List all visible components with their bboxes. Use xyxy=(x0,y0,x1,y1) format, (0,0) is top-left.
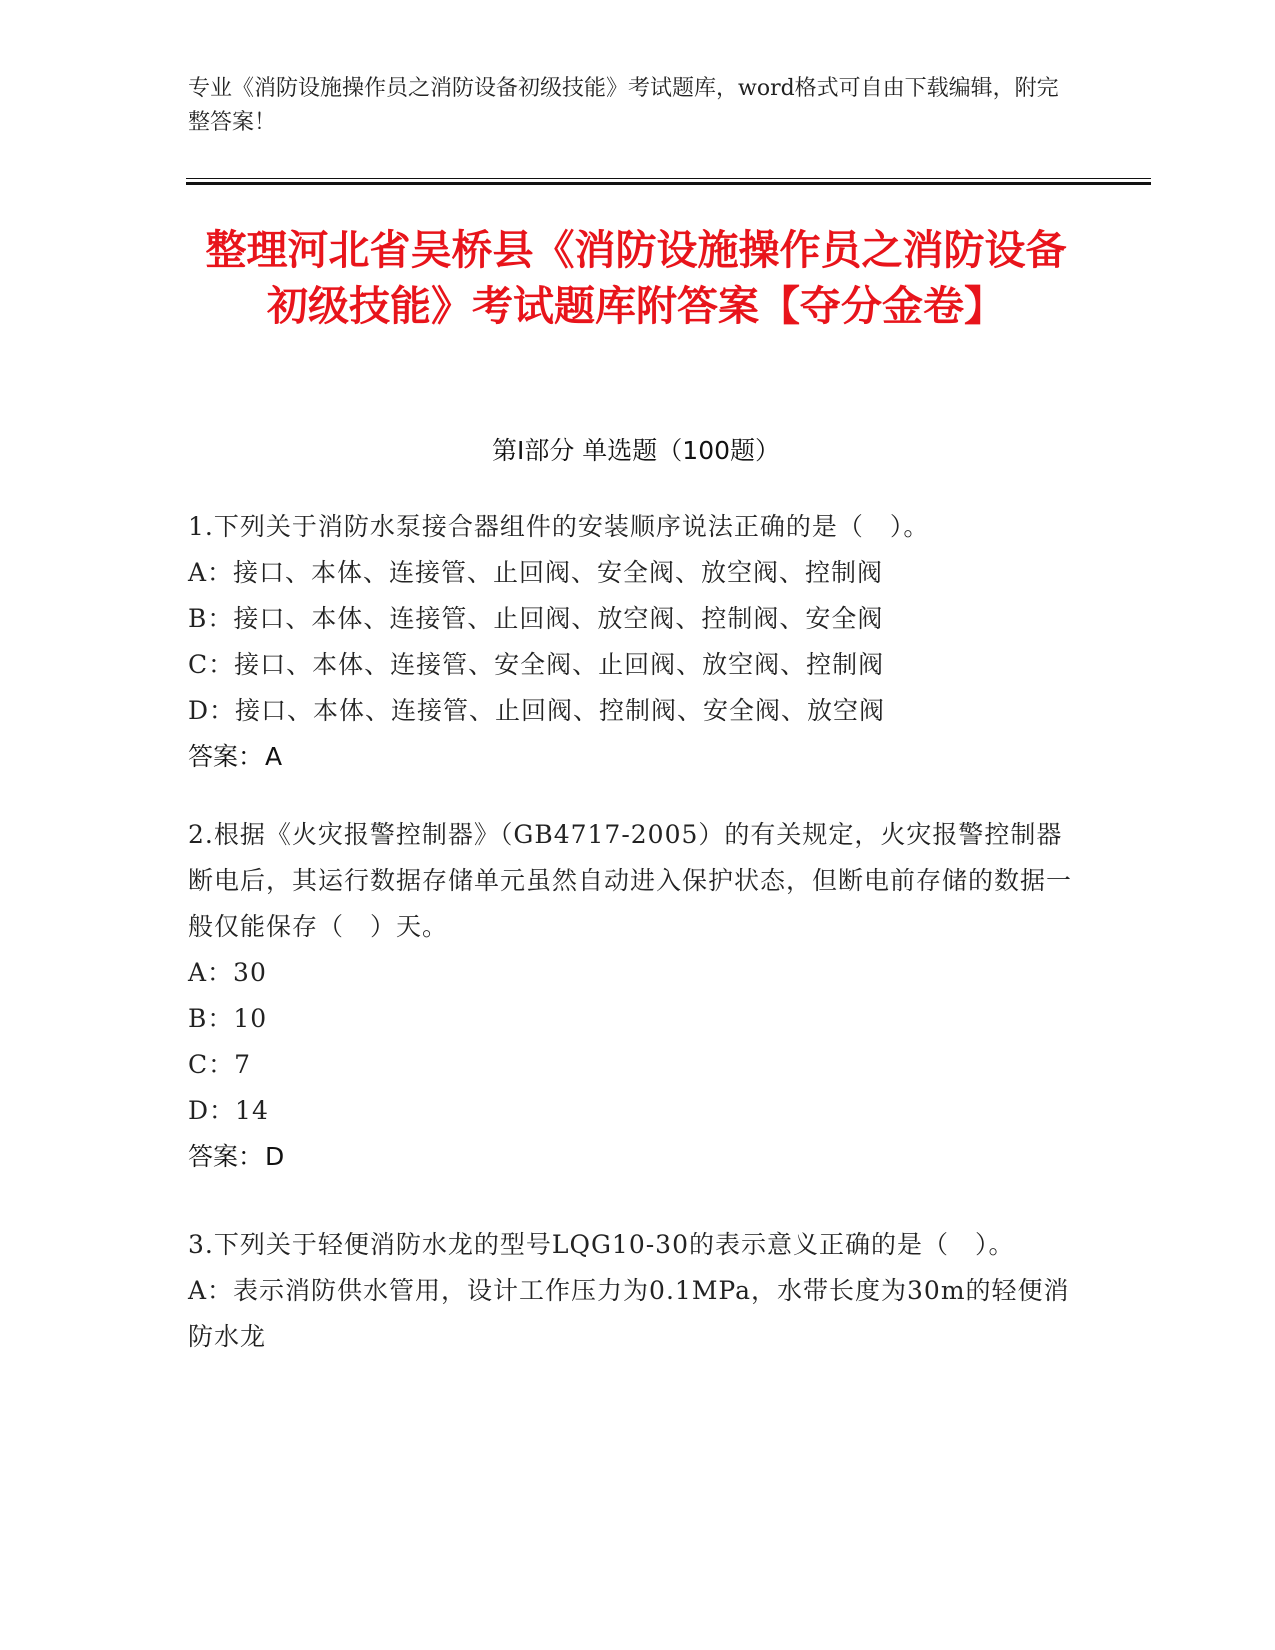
answer-label: 答案： xyxy=(188,742,264,771)
document-title: 整理河北省吴桥县《消防设施操作员之消防设备初级技能》考试题库附答案【夺分金卷】 xyxy=(205,226,1067,330)
header-divider-thick xyxy=(186,182,1151,185)
header-divider-thin xyxy=(186,178,1151,179)
option-c: C：7 xyxy=(188,1050,252,1079)
answer-value: D xyxy=(265,1142,285,1171)
question-stem: 1.下列关于消防水泵接合器组件的安装顺序说法正确的是（ ）。 xyxy=(188,512,930,541)
question-2 xyxy=(188,812,1088,1180)
answer-line xyxy=(188,734,1088,780)
option-d: D：14 xyxy=(188,1096,269,1125)
header-note: 专业《消防设施操作员之消防设备初级技能》考试题库，word格式可自由下载编辑，附完整答案！ xyxy=(188,76,1059,135)
question-stem: 3.下列关于轻便消防水龙的型号LQG10-30的表示意义正确的是（ ）。 xyxy=(188,1230,1015,1259)
option-d: D：接口、本体、连接管、止回阀、控制阀、安全阀、放空阀 xyxy=(188,696,886,725)
question-stem: 2.根据《火灾报警控制器》（GB4717-2005）的有关规定，火灾报警控制器断电后，其运行数据存储单元虽然自动进入保护状态，但断电前存储的数据一般仅能保存（ ）天。 xyxy=(188,820,1073,941)
option-b: B：10 xyxy=(188,1004,268,1033)
answer-line xyxy=(188,1134,1088,1180)
option-a: A：表示消防供水管用，设计工作压力为0.1MPa，水带长度为30m的轻便消防水龙 xyxy=(188,1276,1070,1351)
option-c: C：接口、本体、连接管、安全阀、止回阀、放空阀、控制阀 xyxy=(188,650,885,679)
option-b: B：接口、本体、连接管、止回阀、放空阀、控制阀、安全阀 xyxy=(188,604,884,633)
option-a: A：30 xyxy=(188,958,267,987)
section-heading: 第Ⅰ部分 单选题（100题） xyxy=(491,436,781,465)
option-a: A：接口、本体、连接管、止回阀、安全阀、放空阀、控制阀 xyxy=(188,558,884,587)
answer-value: A xyxy=(265,742,283,771)
answer-label: 答案： xyxy=(188,1142,264,1171)
question-1 xyxy=(188,504,1088,780)
question-3 xyxy=(188,1222,1088,1360)
